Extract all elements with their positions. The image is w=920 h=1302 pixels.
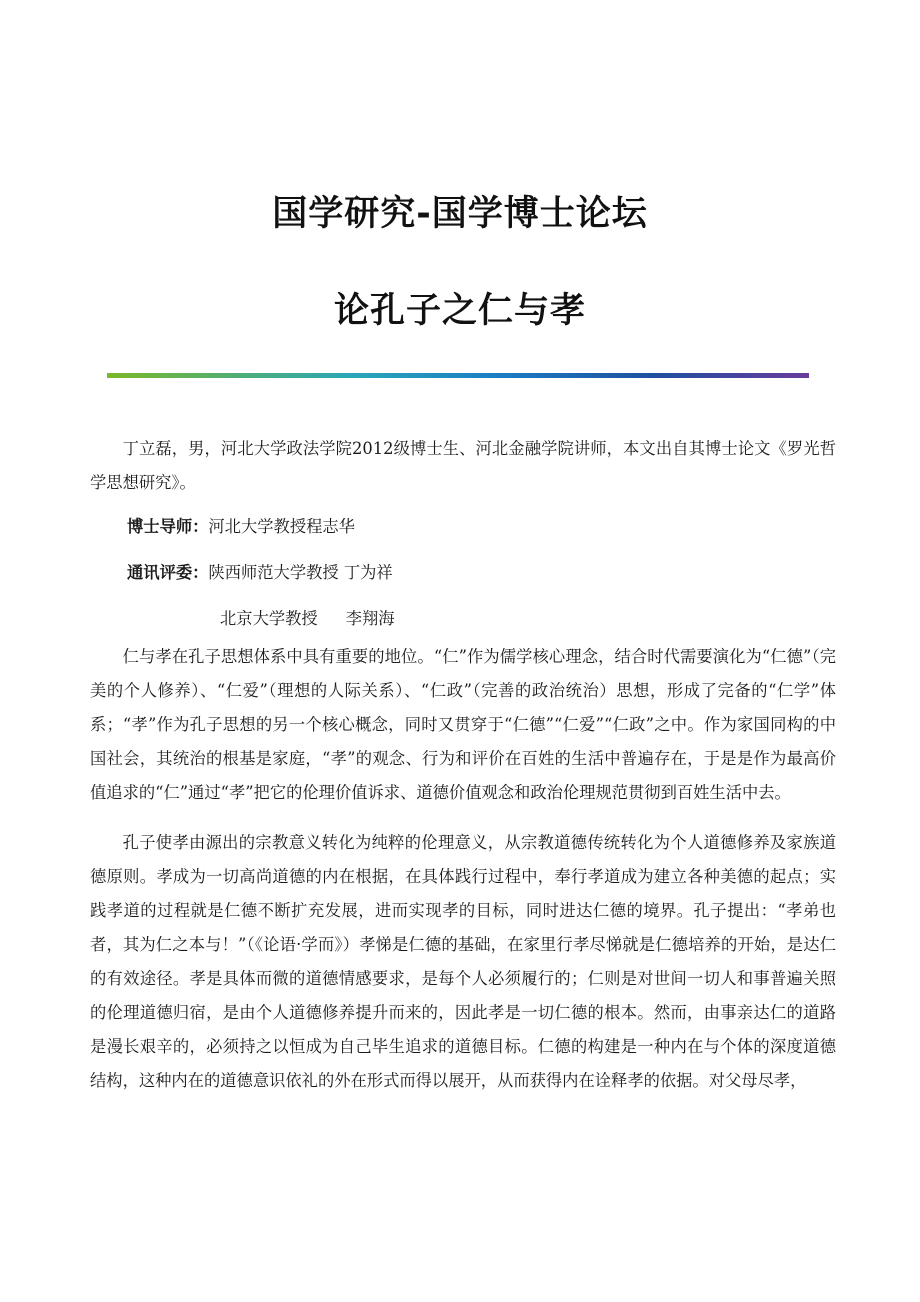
reviewer-second-affiliation: 北京大学教授	[220, 609, 318, 628]
reviewer-second-line	[90, 602, 836, 636]
page-title: 国学研究-国学博士论坛	[272, 194, 648, 234]
reviewer-second-name: 李翔海	[345, 609, 395, 628]
reviewers-line	[90, 556, 836, 590]
advisor-value: 河北大学教授程志华	[208, 517, 355, 536]
reviewer-first: 陕西师范大学教授 丁为祥	[208, 563, 393, 582]
advisor-line	[90, 510, 836, 544]
article-body	[90, 432, 836, 1098]
gradient-divider	[107, 373, 809, 378]
author-intro: 丁立磊，男，河北大学政法学院2012级博士生、河北金融学院讲师，本文出自其博士论文《罗光哲学思想研究》。	[90, 439, 836, 492]
body-paragraph: 孔子使孝由源出的宗教意义转化为纯粹的伦理意义，从宗教道德传统转化为个人道德修养及家族道德原则。孝成为一切高尚道德的内在根据，在具体践行过程中，奉行孝道成为建立各种美德的起点；实践孝道的过程就是仁德不断扩充发展，进而实现孝的目标，同时进达仁德的境界。孔子提出：“孝弟也者，其为仁之本与！”（《论语·学而》）孝悌是仁德的基础，在家里行孝尽悌就是仁德培养的开始，是达仁的有效途径。孝是具体而微的道德情感要求，是每个人必须履行的；仁则是对世间一切人和事普遍关照的伦理道德归宿，是由个人道德修养提升而来的，因此孝是一切仁德的根本。然而，由事亲达仁的道路是漫长艰辛的，必须持之以恒成为自己毕生追求的道德目标。仁德的构建是一种内在与个体的深度道德结构，这种内在的道德意识依礼的外在形式而得以展开，从而获得内在诠释孝的依据。对父母尽孝，	[90, 833, 836, 1090]
body-paragraph: 仁与孝在孔子思想体系中具有重要的地位。“仁”作为儒学核心理念，结合时代需要演化为“仁德”（完美的个人修养）、“仁爱”（理想的人际关系）、“仁政”（完善的政治统治）思想，形成了完备的“仁学”体系；“孝”作为孔子思想的另一个核心概念，同时又贯穿于“仁德”“仁爱”“仁政”之中。作为家国同构的中国社会，其统治的根基是家庭，“孝”的观念、行为和评价在百姓的生活中普遍存在，于是是作为最高价值追求的“仁”通过“孝”把它的伦理价值诉求、道德价值观念和政治伦理规范贯彻到百姓生活中去。	[90, 647, 836, 802]
reviewers-label: 通讯评委：	[127, 563, 209, 582]
article-title: 论孔子之仁与孝	[333, 291, 586, 331]
advisor-label: 博士导师：	[127, 517, 209, 536]
